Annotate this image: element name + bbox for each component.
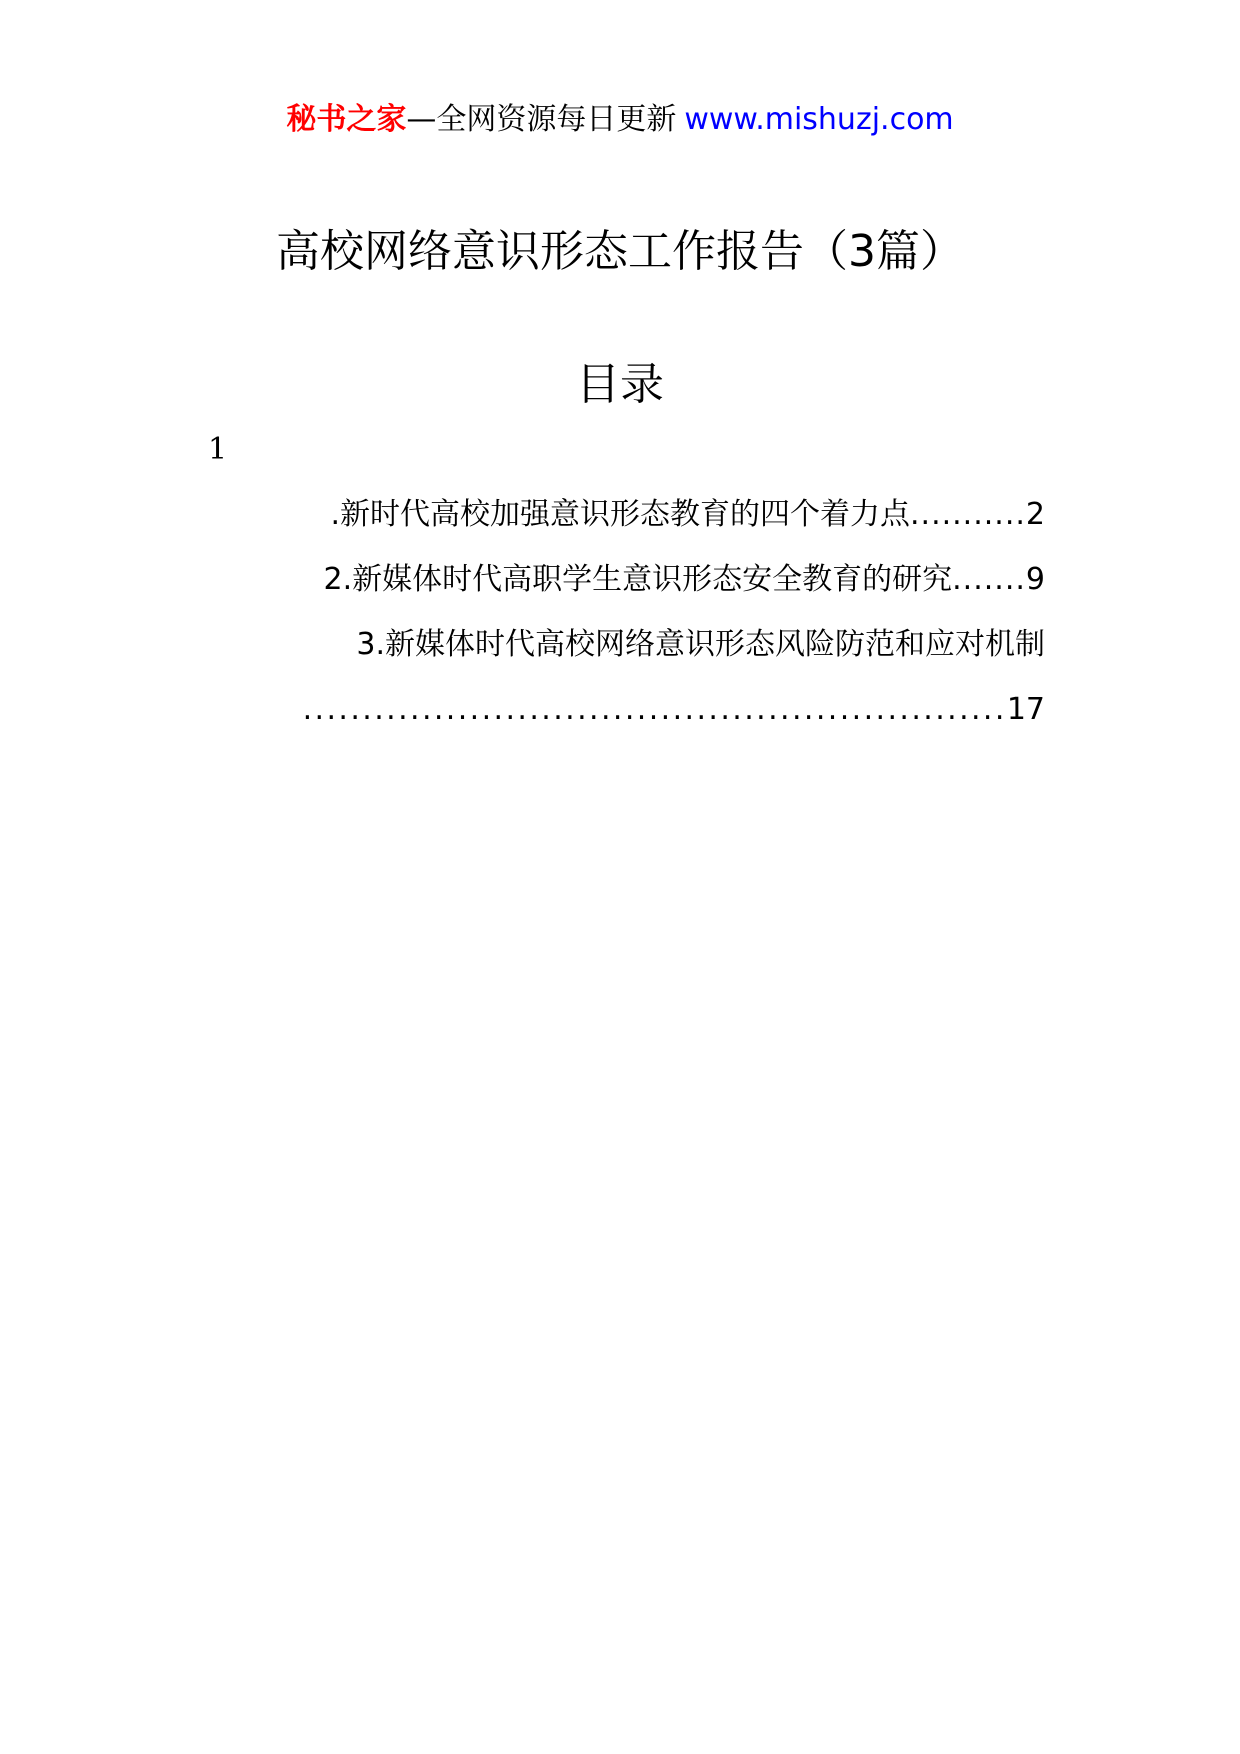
- toc-heading: 目录: [576, 359, 664, 410]
- toc-entry-1[interactable]: [330, 495, 1045, 535]
- toc-leader-dots: ...........................................................: [302, 692, 1007, 727]
- toc-leader-dots: ...........: [910, 497, 1026, 532]
- toc-entry-3[interactable]: [356, 625, 1045, 665]
- toc-stray-number: 1: [208, 432, 228, 467]
- toc-page-number: 17: [1006, 692, 1045, 727]
- document-title: 高校网络意识形态工作报告（3篇）: [276, 226, 964, 277]
- toc-entry-label: 3.新媒体时代高校网络意识形态风险防范和应对机制: [356, 627, 1045, 662]
- site-header: [0, 100, 1240, 140]
- toc-entry-2[interactable]: [324, 560, 1045, 600]
- toc-leader-dots: .......: [952, 562, 1026, 597]
- site-url-link[interactable]: www.mishuzj.com: [684, 102, 954, 137]
- toc-entry-label: 2.新媒体时代高职学生意识形态安全教育的研究: [323, 562, 953, 597]
- brand-name: 秘书之家: [286, 102, 407, 137]
- toc-page-number: 9: [1025, 562, 1045, 597]
- header-tagline: —全网资源每日更新: [406, 102, 677, 137]
- toc-entry-3-continuation[interactable]: [190, 690, 1045, 730]
- toc-entry-label: .新时代高校加强意识形态教育的四个着力点: [330, 497, 910, 532]
- toc-page-number: 2: [1025, 497, 1045, 532]
